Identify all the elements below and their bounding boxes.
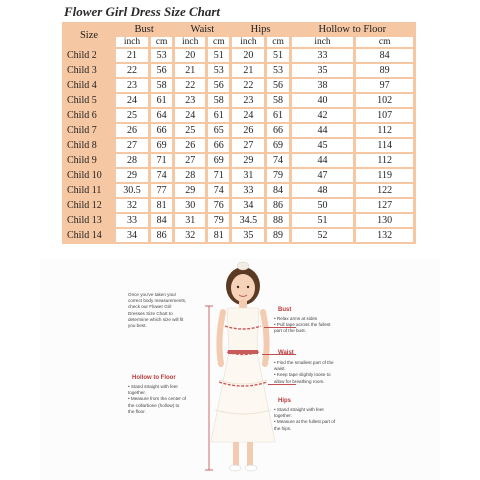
measurement-cell: 27 <box>232 139 264 152</box>
intro-line: Once you've taken your <box>128 292 177 297</box>
measurement-cell: 35 <box>232 229 264 242</box>
hollow-to-floor-header: Hollow to Floor <box>318 24 387 35</box>
measurement-cell: 21 <box>232 64 264 77</box>
measurement-cell: 34 <box>116 229 148 242</box>
measurement-cell: 71 <box>208 169 229 182</box>
measurement-cell: 107 <box>356 109 413 122</box>
measurement-cell: 35 <box>292 64 354 77</box>
measurement-cell: 25 <box>116 109 148 122</box>
size-row <box>65 109 413 122</box>
intro-line: correct body measurements, <box>128 298 187 304</box>
measurement-cell: 33 <box>292 49 354 62</box>
measurement-cell: 26 <box>175 139 205 152</box>
bust-title: Bust <box>278 307 292 313</box>
measurement-cell: 77 <box>151 184 172 197</box>
measurement-cell: 79 <box>267 169 288 182</box>
group-header-row <box>65 24 413 35</box>
instruction-line: • Measure from the center of <box>128 396 187 402</box>
measurement-cell: 26 <box>232 124 264 137</box>
measurement-cell: 61 <box>151 94 172 107</box>
measurement-cell: 25 <box>175 124 205 137</box>
measurement-cell: 88 <box>267 214 288 227</box>
measurement-cell: 122 <box>356 184 413 197</box>
instruction-line: • Relax arms at sides <box>274 316 318 321</box>
unit-cell: cm <box>356 37 413 47</box>
measurement-cell: 34 <box>232 199 264 212</box>
instruction-line: allow for breathing room. <box>274 378 325 384</box>
measurement-cell: 71 <box>151 154 172 167</box>
measurement-cell: 29 <box>116 169 148 182</box>
instruction-line: together. <box>128 390 146 396</box>
unit-row <box>65 37 413 47</box>
measurement-cell: 119 <box>356 169 413 182</box>
measurement-cell: 84 <box>151 214 172 227</box>
measurement-cell: 40 <box>292 94 354 107</box>
hips-header: Hips <box>250 24 271 35</box>
measurement-cell: 32 <box>116 199 148 212</box>
intro-line: determine which size will fit <box>128 316 184 322</box>
size-label: Child 6 <box>67 109 97 121</box>
measurement-cell: 81 <box>208 229 229 242</box>
size-label: Child 4 <box>67 79 97 91</box>
measurement-cell: 66 <box>208 139 229 152</box>
measurement-cell: 32 <box>175 229 205 242</box>
measurement-cell: 58 <box>151 79 172 92</box>
size-row <box>65 169 413 182</box>
measurement-cell: 97 <box>356 79 413 92</box>
measurement-cell: 31 <box>175 214 205 227</box>
measurement-cell: 84 <box>267 184 288 197</box>
size-label: Child 14 <box>67 229 102 241</box>
measurement-cell: 65 <box>208 124 229 137</box>
measurement-cell: 23 <box>232 94 264 107</box>
size-row <box>65 64 413 77</box>
size-label: Child 11 <box>67 184 102 196</box>
measurement-cell: 66 <box>151 124 172 137</box>
measurement-cell: 56 <box>267 79 288 92</box>
size-row <box>65 139 413 152</box>
instruction-line: • Pull tape across the fullest <box>274 322 331 328</box>
unit-cell: cm <box>208 37 229 47</box>
measurement-cell: 23 <box>116 79 148 92</box>
measurement-cell: 24 <box>175 109 205 122</box>
instruction-line: waist. <box>274 366 286 372</box>
measurement-cell: 130 <box>356 214 413 227</box>
measurement-cell: 22 <box>116 64 148 77</box>
measurement-guide <box>40 258 440 480</box>
measurement-cell: 69 <box>267 139 288 152</box>
size-label: Child 2 <box>67 49 97 61</box>
measurement-cell: 20 <box>175 49 205 62</box>
unit-cell: inch <box>116 37 148 47</box>
instruction-line: the hips. <box>274 425 292 431</box>
measurement-cell: 74 <box>208 184 229 197</box>
size-row <box>65 49 413 62</box>
measurement-cell: 30.5 <box>116 184 148 197</box>
size-label: Child 5 <box>67 94 97 106</box>
measurement-cell: 31 <box>232 169 264 182</box>
measurement-cell: 64 <box>151 109 172 122</box>
size-row <box>65 79 413 92</box>
measurement-cell: 44 <box>292 124 354 137</box>
size-table <box>62 22 416 244</box>
instruction-line: part of the bust. <box>274 328 306 334</box>
measurement-cell: 47 <box>292 169 354 182</box>
waist-header: Waist <box>190 24 215 35</box>
measurement-cell: 61 <box>208 109 229 122</box>
hollow-title: Hollow to Floor <box>132 375 176 381</box>
unit-cell: inch <box>292 37 354 47</box>
intro-line: Dresses Size Chart to <box>128 310 173 316</box>
intro-line: you best. <box>128 323 147 329</box>
hips-title: Hips <box>278 398 292 404</box>
instruction-line: • Find the smallest part of the <box>274 360 334 365</box>
size-label: Child 10 <box>67 169 102 181</box>
measurement-cell: 112 <box>356 124 413 137</box>
measurement-cell: 27 <box>116 139 148 152</box>
unit-cell: cm <box>267 37 288 47</box>
unit-cell: inch <box>175 37 205 47</box>
measurement-cell: 42 <box>292 109 354 122</box>
measurement-cell: 86 <box>267 199 288 212</box>
measurement-cell: 132 <box>356 229 413 242</box>
measurement-cell: 58 <box>208 94 229 107</box>
measurement-cell: 76 <box>208 199 229 212</box>
size-column-header: Size <box>79 30 99 42</box>
measurement-cell: 29 <box>232 154 264 167</box>
measurement-cell: 112 <box>356 154 413 167</box>
measurement-cell: 74 <box>151 169 172 182</box>
size-label: Child 7 <box>67 124 97 136</box>
waist-instructions <box>274 360 364 385</box>
measurement-cell: 30 <box>175 199 205 212</box>
measurement-cell: 89 <box>356 64 413 77</box>
instruction-line: together. <box>274 413 292 419</box>
measurement-cell: 51 <box>267 49 288 62</box>
measurement-cell: 22 <box>175 79 205 92</box>
measurement-cell: 102 <box>356 94 413 107</box>
measurement-cell: 61 <box>267 109 288 122</box>
size-row <box>65 124 413 137</box>
measurement-cell: 81 <box>151 199 172 212</box>
measurement-cell: 69 <box>151 139 172 152</box>
instruction-line: the floor. <box>128 408 146 414</box>
bust-instructions <box>274 316 364 335</box>
measurement-cell: 24 <box>116 94 148 107</box>
instruction-line: • Keep tape slightly loose to <box>274 372 331 378</box>
size-row <box>65 229 413 242</box>
size-row <box>65 94 413 107</box>
measurement-cell: 114 <box>356 139 413 152</box>
measurement-cell: 21 <box>116 49 148 62</box>
measurement-cell: 48 <box>292 184 354 197</box>
measurement-cell: 79 <box>208 214 229 227</box>
size-label: Child 13 <box>67 214 102 226</box>
size-label: Child 3 <box>67 64 97 76</box>
measurement-cell: 28 <box>175 169 205 182</box>
instruction-line: the collarbone (hollow) to <box>128 402 180 408</box>
measurement-cell: 45 <box>292 139 354 152</box>
measurement-cell: 84 <box>356 49 413 62</box>
measurement-cell: 86 <box>151 229 172 242</box>
measurement-cell: 34.5 <box>232 214 264 227</box>
size-row <box>65 199 413 212</box>
unit-cell: inch <box>232 37 264 47</box>
instruction-line: • Stand straight with feet <box>128 384 178 389</box>
measurement-cell: 53 <box>208 64 229 77</box>
measurement-cell: 44 <box>292 154 354 167</box>
measurement-cell: 29 <box>175 184 205 197</box>
measurement-cell: 22 <box>232 79 264 92</box>
hips-instructions <box>274 407 364 432</box>
size-row <box>65 214 413 227</box>
instruction-line: • Stand straight with feet <box>274 407 324 412</box>
measurement-cell: 21 <box>175 64 205 77</box>
measurement-cell: 56 <box>208 79 229 92</box>
size-rows <box>65 49 413 242</box>
bust-header: Bust <box>134 24 154 35</box>
instruction-line: • Measure at the fullest part of <box>274 419 336 425</box>
size-row <box>65 184 413 197</box>
measurement-cell: 33 <box>232 184 264 197</box>
measurement-cell: 28 <box>116 154 148 167</box>
measurement-cell: 24 <box>232 109 264 122</box>
measurement-cell: 53 <box>151 49 172 62</box>
measurement-cell: 53 <box>267 64 288 77</box>
measurement-cell: 127 <box>356 199 413 212</box>
measurement-cell: 20 <box>232 49 264 62</box>
measurement-cell: 51 <box>208 49 229 62</box>
measurement-cell: 66 <box>267 124 288 137</box>
measurement-cell: 89 <box>267 229 288 242</box>
unit-cell: cm <box>151 37 172 47</box>
size-row <box>65 154 413 167</box>
intro-line: check our Flower Girl <box>128 304 172 310</box>
measurement-cell: 58 <box>267 94 288 107</box>
measurement-cell: 50 <box>292 199 354 212</box>
waist-title: Waist <box>278 350 294 356</box>
size-label: Child 12 <box>67 199 102 211</box>
measurement-cell: 38 <box>292 79 354 92</box>
size-label: Child 9 <box>67 154 97 166</box>
measurement-cell: 56 <box>151 64 172 77</box>
size-label: Child 8 <box>67 139 97 151</box>
measurement-cell: 23 <box>175 94 205 107</box>
measurement-cell: 26 <box>116 124 148 137</box>
measurement-cell: 69 <box>208 154 229 167</box>
measurement-cell: 27 <box>175 154 205 167</box>
measurement-cell: 51 <box>292 214 354 227</box>
measurement-cell: 52 <box>292 229 354 242</box>
measurement-cell: 74 <box>267 154 288 167</box>
chart-title: Flower Girl Dress Size Chart <box>64 4 221 19</box>
size-chart <box>62 22 416 244</box>
measurement-cell: 33 <box>116 214 148 227</box>
